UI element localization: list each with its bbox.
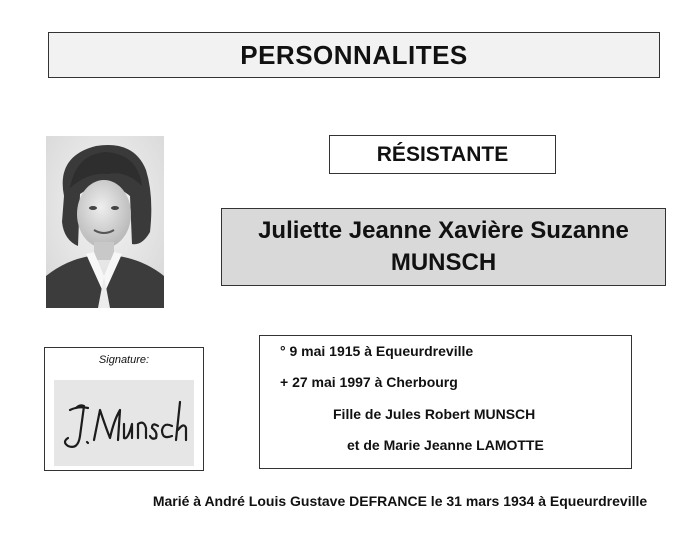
role-box (329, 135, 556, 174)
page-header (48, 32, 660, 78)
father-line: Fille de Jules Robert MUNSCH (333, 406, 536, 422)
signature-image (54, 380, 194, 466)
marriage-line: Marié à André Louis Gustave DEFRANCE le 31 mars 1934 à Equeurdreville (152, 493, 648, 509)
signature-box (44, 347, 204, 471)
role-label: RÉSISTANTE (376, 142, 509, 166)
birth-line: ° 9 mai 1915 à Equeurdreville (280, 343, 474, 359)
portrait-photo (46, 136, 164, 308)
details-box (259, 335, 632, 469)
given-names: Juliette Jeanne Xavière Suzanne (258, 217, 629, 244)
surname: MUNSCH (390, 249, 497, 276)
name-box (221, 208, 666, 286)
mother-line: et de Marie Jeanne LAMOTTE (347, 437, 544, 453)
signature-label: Signature: (98, 354, 150, 366)
death-line: + 27 mai 1997 à Cherbourg (280, 374, 458, 390)
page-title: PERSONNALITES (240, 39, 468, 70)
